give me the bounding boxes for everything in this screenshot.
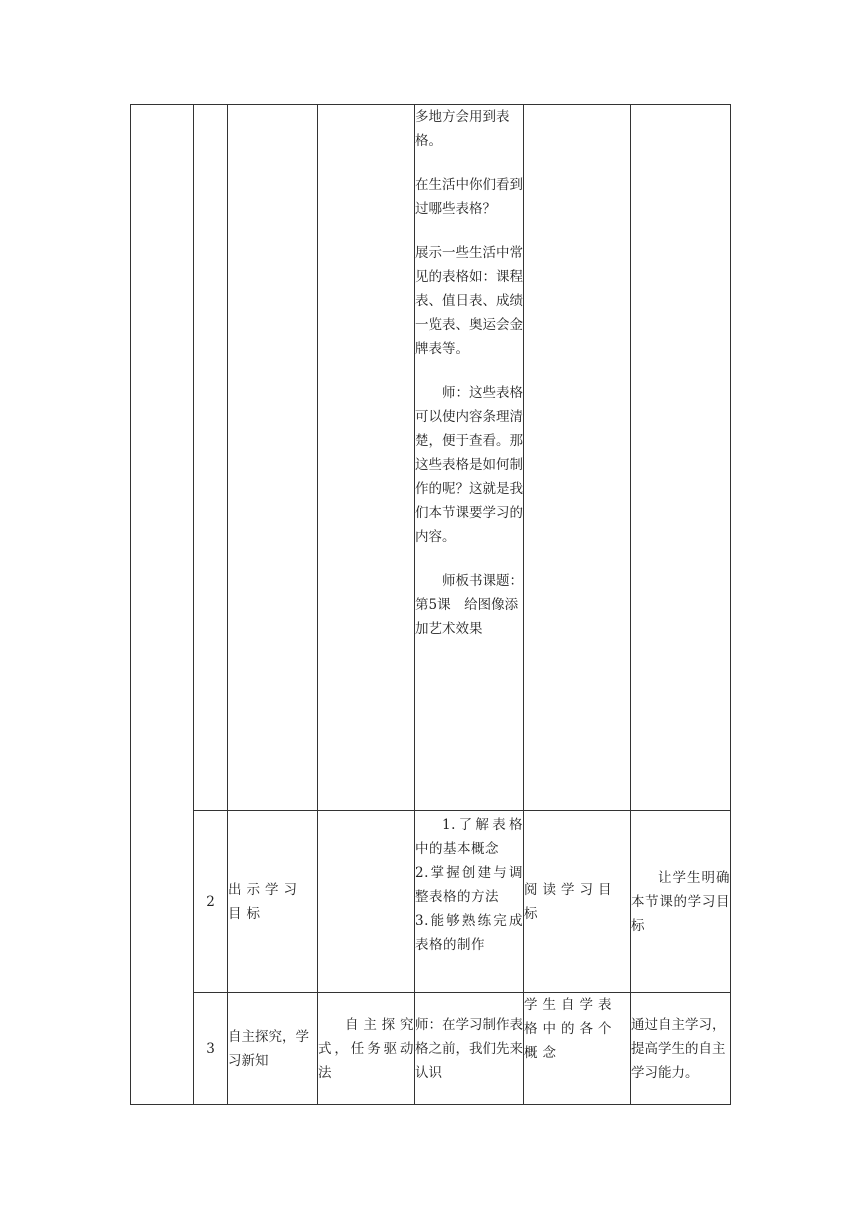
design-intent-cell: 通过自主学习，提高学生的自主学习能力。 xyxy=(631,993,731,1105)
stage-cell xyxy=(228,105,318,811)
number-cell: 2 xyxy=(194,811,228,993)
lesson-plan-table xyxy=(130,104,731,1105)
number-cell xyxy=(194,105,228,811)
teacher-activity-cell: 师：在学习制作表格之前，我们先来认识 xyxy=(415,993,524,1105)
student-activity-cell xyxy=(524,105,631,811)
teacher-activity-cell xyxy=(415,811,524,993)
stage-group-cell xyxy=(131,105,194,1105)
objective-line: 3.能够熟练完成表格的制作 xyxy=(415,913,523,953)
method-cell xyxy=(318,811,415,993)
stage-cell: 出示学习目标 xyxy=(228,811,318,993)
teacher-paragraph: 展示一些生活中常见的表格如：课程表、值日表、成绩一览表、奥运会金牌表等。 xyxy=(415,245,523,357)
design-intent-cell xyxy=(631,105,731,811)
table-row xyxy=(131,993,731,1105)
design-intent-cell: 让学生明确本节课的学习目标 xyxy=(631,811,731,993)
teacher-paragraph: 多地方会用到表格。 xyxy=(415,109,510,149)
table-row xyxy=(131,105,731,811)
student-activity-cell: 阅读学习目标 xyxy=(524,811,631,993)
teacher-paragraph: 在生活中你们看到过哪些表格？ xyxy=(415,177,523,217)
method-cell xyxy=(318,105,415,811)
stage-cell: 自主探究，学习新知 xyxy=(228,993,318,1105)
teacher-paragraph: 师：这些表格可以使内容条理清楚，便于查看。那这些表格是如何制作的呢？这就是我们本节课要学习的内容。 xyxy=(415,385,523,545)
teacher-paragraph: 师板书课题：第5课 给图像添加艺术效果 xyxy=(415,573,523,637)
teacher-activity-cell xyxy=(415,105,524,811)
method-cell: 自主探究式，任务驱动法 xyxy=(318,993,415,1105)
number-cell: 3 xyxy=(194,993,228,1105)
objective-line: 1.了解表格中的基本概念 xyxy=(415,817,523,857)
objective-line: 2.掌握创建与调整表格的方法 xyxy=(415,865,523,905)
student-activity-cell: 学生自学表格中的各个概念 xyxy=(524,993,631,1105)
table-row xyxy=(131,811,731,993)
